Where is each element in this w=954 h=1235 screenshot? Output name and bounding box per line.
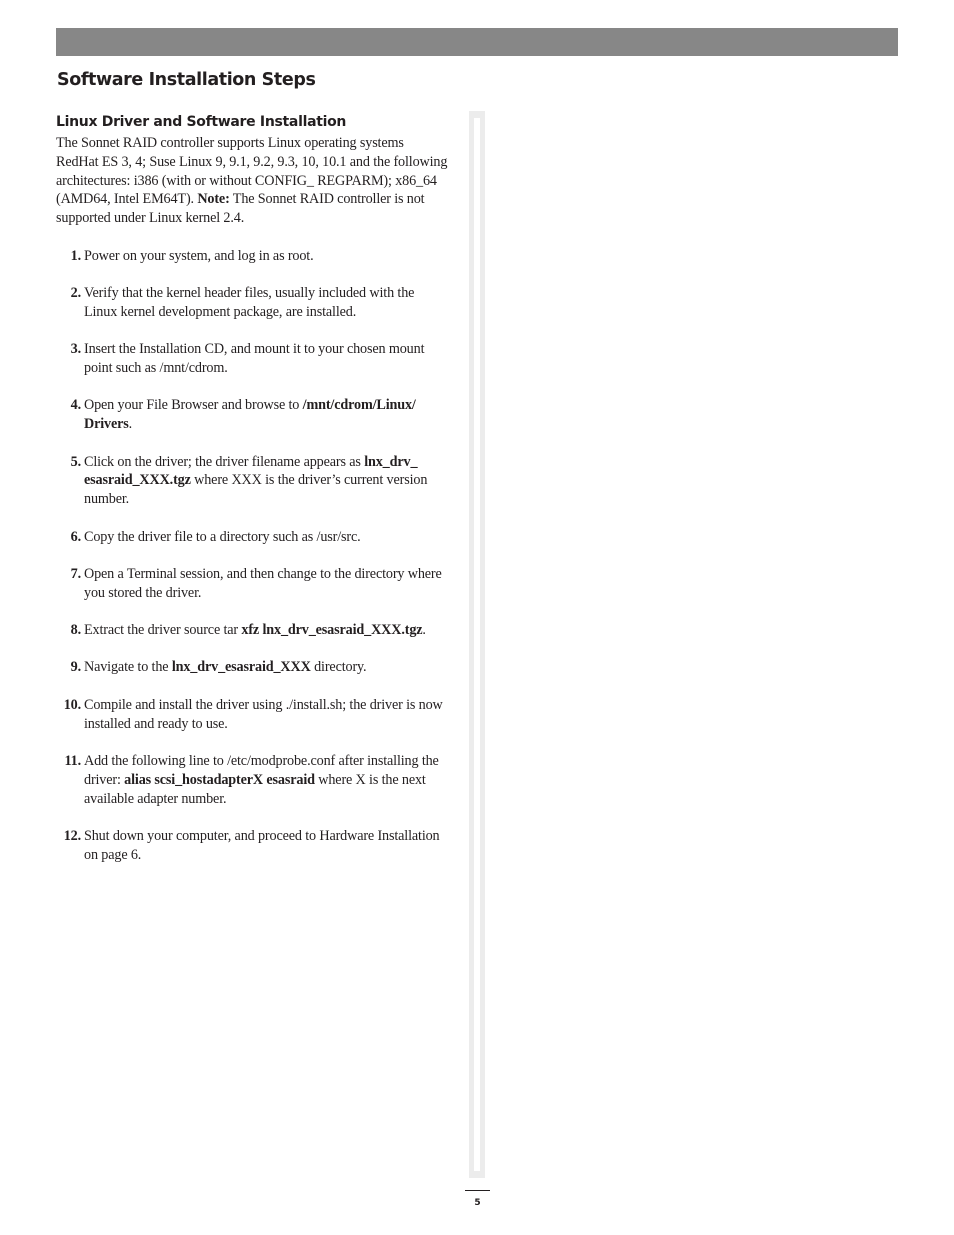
step-text: Open your File Browser and browse to <box>84 397 303 414</box>
step-item <box>56 658 448 677</box>
step-text: Power on your system, and log in as root. <box>84 247 314 264</box>
step-text: where XXX is the driver’s current version number. <box>84 472 428 508</box>
step-item <box>56 396 448 434</box>
step-command: xfz lnx_drv_esasraid_XXX.tgz <box>241 622 423 639</box>
step-item <box>56 528 448 547</box>
step-text: directory. <box>310 659 367 676</box>
step-number: 1. <box>70 247 81 264</box>
step-text: . <box>128 416 133 433</box>
step-number: 2. <box>70 284 81 301</box>
section-title: Software Installation Steps <box>57 70 316 90</box>
step-text: Copy the driver file to a directory such as /usr/src. <box>84 528 361 545</box>
header-bar <box>56 28 898 56</box>
step-text: Compile and install the driver using ./install.sh; the driver is now installed and ready to use. <box>84 696 443 732</box>
step-item <box>56 340 448 378</box>
step-item <box>56 565 448 603</box>
step-text: Verify that the kernel header files, usually included with the Linux kernel development package, are installed. <box>84 284 415 320</box>
step-filename: lnx_drv_ esasraid_XXX.tgz <box>84 453 418 489</box>
step-number: 7. <box>70 565 81 582</box>
step-text: Click on the driver; the driver filename appears as <box>84 453 365 470</box>
step-number: 9. <box>70 659 81 676</box>
intro-paragraph <box>56 134 448 228</box>
step-item <box>56 696 448 734</box>
step-number: 5. <box>70 453 81 470</box>
note-text: The Sonnet RAID controller is not supported under Linux kernel 2.4. <box>56 191 425 227</box>
footer-rule <box>465 1190 490 1191</box>
note-label: Note: <box>197 191 230 208</box>
main-content <box>56 134 448 883</box>
step-number: 4. <box>70 397 81 414</box>
subsection-title: Linux Driver and Software Installation <box>56 114 347 130</box>
step-text: . <box>422 622 426 639</box>
step-config-line: alias scsi_hostadapterX esasraid <box>124 771 315 788</box>
installation-steps-list <box>56 247 448 865</box>
step-text: Shut down your computer, and proceed to Hardware Installation on page 6. <box>84 828 440 863</box>
step-item <box>56 284 448 322</box>
step-text: Navigate to the <box>84 659 172 676</box>
step-number: 10. <box>63 696 81 713</box>
step-directory: lnx_drv_esasraid_XXX <box>171 659 311 676</box>
step-text: Extract the driver source tar <box>84 622 242 639</box>
step-path: /mnt/cdrom/Linux/ Drivers <box>84 397 416 433</box>
intro-text: The Sonnet RAID controller supports Linux operating systems RedHat ES 3, 4; Suse Linux 9, 9.1, 9.2, 9.3, 10, 10.1 and the following architectures: i386 (with or without CONFIG_ REGPARM); x86_64 (AMD64, Intel EM64T). <box>56 135 448 208</box>
side-rail-inner <box>474 118 480 1171</box>
step-text: Open a Terminal session, and then change to the directory where you stored the driver. <box>84 565 442 601</box>
step-item <box>56 827 448 865</box>
step-text: Add the following line to /etc/modprobe.conf after installing the driver: <box>84 753 439 788</box>
step-item <box>56 752 448 808</box>
step-text: where X is the next available adapter number. <box>84 771 426 807</box>
step-item <box>56 453 448 509</box>
page-number: 5 <box>474 1198 481 1208</box>
step-text: Insert the Installation CD, and mount it to your chosen mount point such as /mnt/cdrom. <box>84 341 425 376</box>
step-item <box>56 247 448 266</box>
step-number: 12. <box>63 828 81 845</box>
step-item <box>56 621 448 640</box>
step-number: 8. <box>70 622 81 639</box>
step-number: 11. <box>64 753 81 770</box>
step-number: 3. <box>70 341 81 358</box>
step-number: 6. <box>70 528 81 545</box>
